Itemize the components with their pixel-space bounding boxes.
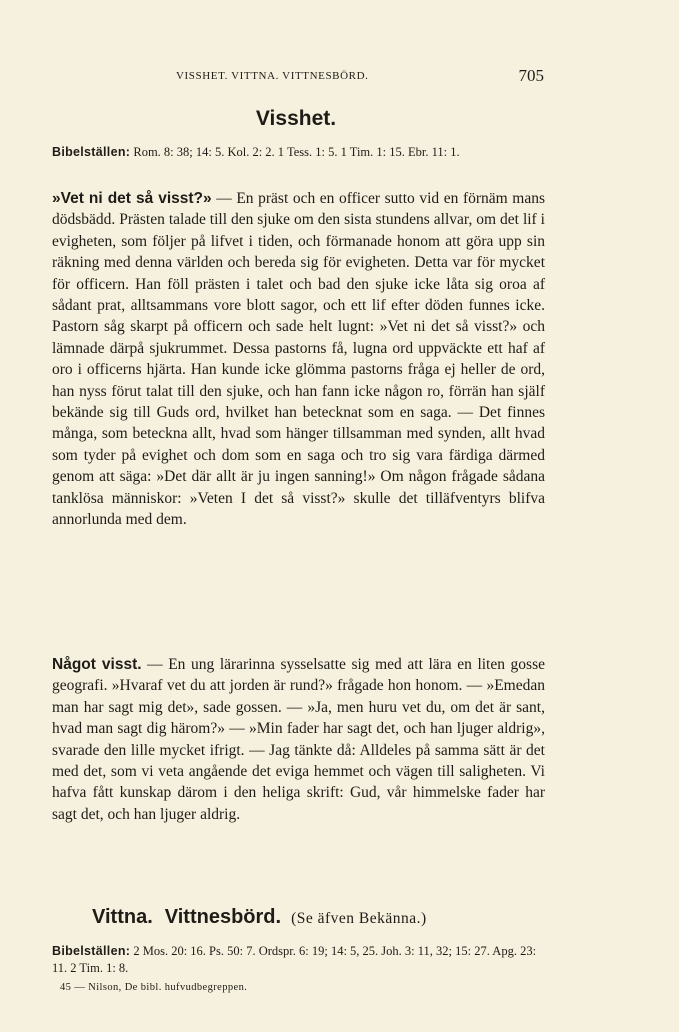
paragraph-body: — En ung lärarinna sysselsatte sig med att lära en liten gosse geografi. »Hvaraf vet du att jorden är rund?» frågade hon honom. — »Emedan man har sagt mig det», sade gossen. — »Ja, men huru vet du, om det är sant, hvad man sagt dig härom?» — »Min fader har sagt det, och han ljuger aldrig», svarade den lille mycket ifrigt. — Jag tänkte då: Alldeles på samma sätt är det med det, som vi veta angående det eviga hemmet och vägen till saligheten. Vi hafva fått kunskap därom i den heliga skrift: Gud, vår himmelske fader har sagt det, och han ljuger aldrig.: [52, 656, 546, 823]
bible-references-visshet: [52, 144, 548, 161]
page-title: Visshet.: [255, 107, 337, 130]
signature-footnote: 45 — Nilson, De bibl. hufvudbegreppen.: [60, 982, 248, 993]
bible-references-text: 2 Mos. 20: 16. Ps. 50: 7. Ordspr. 6: 19; 14: 5, 25. Joh. 3: 11, 32; 15: 27. Apg. 23: 11. 2 Tim. 1: 8.: [52, 944, 537, 975]
page-number: 705: [518, 66, 544, 85]
paragraph-lead: »Vet ni det så visst?»: [52, 190, 212, 207]
running-head: VISSHET. VITTNA. VITTNESBÖRD.: [176, 70, 369, 82]
bible-references-vittna: [52, 943, 548, 977]
bible-references-label: Bibelställen:: [52, 145, 131, 159]
see-also-reference: (Se äfven Bekänna.): [291, 910, 427, 927]
paragraph-lead: Något visst.: [52, 656, 142, 673]
bible-references-text: Rom. 8: 38; 14: 5. Kol. 2: 2. 1 Tess. 1: 5. 1 Tim. 1: 15. Ebr. 11: 1.: [133, 145, 460, 159]
page-header: [52, 66, 544, 86]
paragraph-vet-ni: [52, 188, 545, 531]
section-heading-word: Vittna.: [92, 906, 153, 928]
paragraph-nagot-visst: [52, 654, 545, 825]
bible-references-label: Bibelställen:: [52, 944, 131, 958]
section-heading-word: Vittnesbörd.: [164, 906, 282, 928]
paragraph-body: — En präst och en officer sutto vid en förnäm mans dödsbädd. Prästen talade till den sjuke om den sista stundens allvar, om det lif i evigheten, som följer på lifvet i tiden, och förmanade honom att göra upp sin räkning med denna världen och bereda sig för evigheten. Detta var för mycket för officern. Han föll prästen i talet och bad den sjuke icke låta sig oroa af sådant prat, alltsammans vore blott sagor, och ett lif efter döden funnes icke. Pastorn såg skarpt på officern och sade helt lugnt: »Vet ni det så visst?» och lämnade därpå sjukrummet. Dessa pastorns få, lugna ord uppväckte ett haf af oro i officerns hjärta. Han kunde icke glömma pastorns fråga ej heller de ord, han nyss förut talat till den sjuke, och han fann icke någon ro, förrän han själf bekände sig till Guds ord, hvilket han betecknat som en saga. — Det finnes många, som beteckna allt, hvad som hänger tillsamman med synden, allt hvad som tyder på evighet och dom som en saga och tro sig vara färdiga därmed genom att säga: »Det där allt är ju ingen sanning!» Om någon frågade sådana tanklösa människor: »Veten I det så visst?» skulle det tilläfventyrs blifva annorlunda med dem.: [52, 190, 546, 529]
section-heading-vittna: [92, 906, 427, 929]
